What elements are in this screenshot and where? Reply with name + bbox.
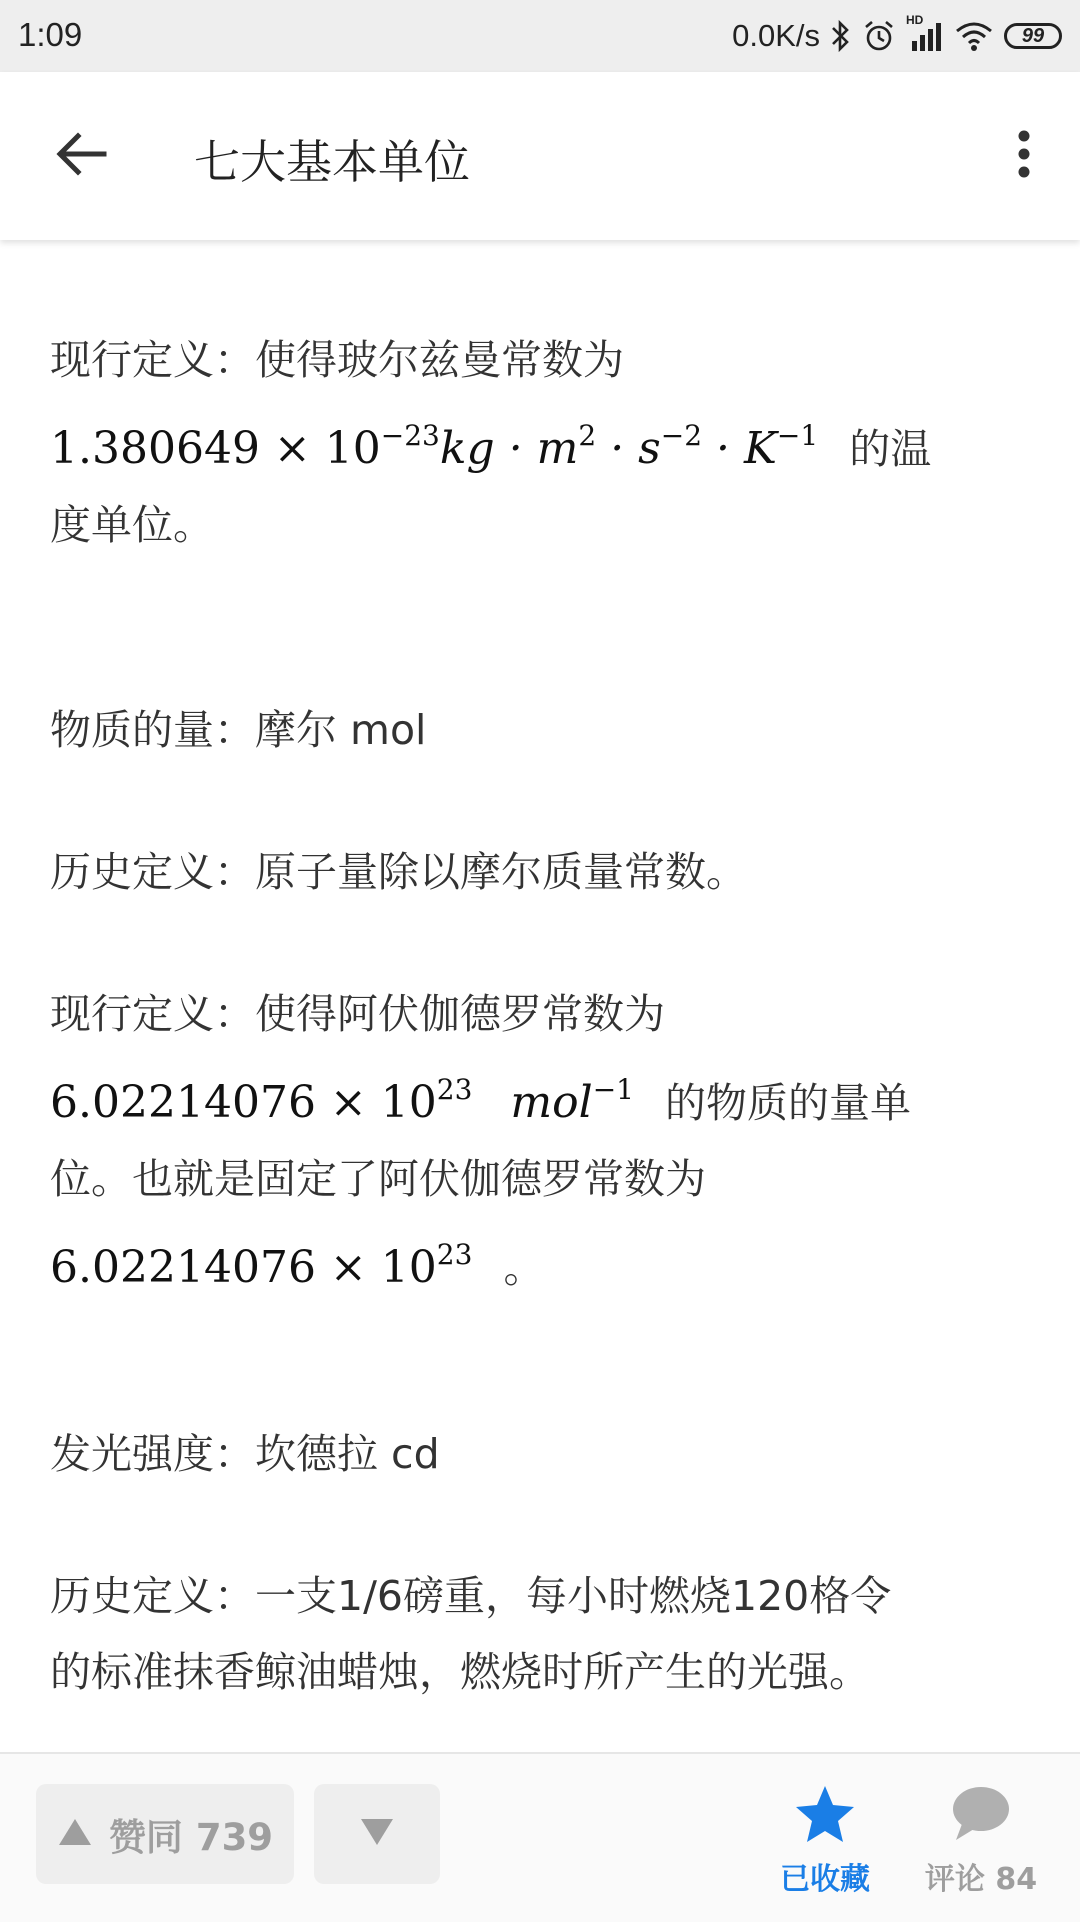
math-mantissa: 6.02214076 × 10 bbox=[50, 1242, 437, 1293]
math-exponent: −23 bbox=[380, 419, 440, 452]
math-exponent: 2 bbox=[578, 419, 597, 452]
math-units: · K bbox=[702, 423, 777, 474]
math-exponent: −1 bbox=[776, 419, 819, 452]
bottom-action-bar bbox=[0, 1752, 1080, 1922]
paragraph-mole-current-definition bbox=[50, 976, 1030, 1306]
star-icon bbox=[794, 1784, 856, 1848]
page-title: 七大基本单位 bbox=[194, 135, 470, 189]
text-segment: 的物质的量单 bbox=[665, 1079, 912, 1127]
upvote-label: 赞同 739 bbox=[108, 1816, 274, 1859]
article-content bbox=[0, 240, 1080, 1752]
math-exponent: 23 bbox=[436, 1238, 473, 1271]
paragraph-mole-historical-definition: 历史定义：原子量除以摩尔质量常数。 bbox=[50, 848, 747, 896]
math-mantissa: 6.02214076 × 10 bbox=[50, 1077, 437, 1128]
wifi-icon bbox=[954, 19, 994, 53]
math-units: mol bbox=[510, 1077, 593, 1128]
math-units: · s bbox=[596, 423, 661, 474]
text-segment: 现行定义：使得玻尔兹曼常数为 bbox=[50, 336, 624, 384]
triangle-down-icon bbox=[359, 1817, 395, 1851]
favorite-label: 已收藏 bbox=[780, 1862, 870, 1897]
text-segment: 的标准抹香鲸油蜡烛，燃烧时所产生的光强。 bbox=[50, 1648, 870, 1696]
triangle-up-icon bbox=[57, 1813, 93, 1856]
paragraph-kelvin-current-definition bbox=[50, 322, 1030, 563]
status-time: 1:09 bbox=[18, 16, 83, 53]
text-segment: 度单位。 bbox=[50, 501, 214, 549]
arrow-left-icon bbox=[56, 132, 108, 180]
math-boltzmann-constant bbox=[50, 419, 819, 474]
text-segment: 历史定义：一支1/6磅重，每小时燃烧120格令 bbox=[50, 1572, 892, 1620]
math-exponent: 23 bbox=[436, 1073, 473, 1106]
math-avogadro-constant bbox=[50, 1073, 634, 1128]
net-speed: 0.0K/s bbox=[732, 18, 820, 53]
math-exponent: −2 bbox=[660, 419, 703, 452]
text-segment: 。 bbox=[503, 1244, 545, 1292]
math-avogadro-number bbox=[50, 1238, 473, 1293]
battery-indicator: 99 bbox=[1004, 23, 1062, 49]
paragraph-candela-historical-definition bbox=[50, 1558, 1030, 1710]
back-button[interactable] bbox=[50, 124, 114, 188]
text-segment: 的温 bbox=[849, 425, 932, 473]
downvote-button[interactable] bbox=[314, 1784, 440, 1884]
signal-icon bbox=[906, 13, 944, 53]
math-units: kg · m bbox=[439, 423, 579, 474]
comment-button[interactable] bbox=[901, 1784, 1061, 1904]
paragraph-candela-heading: 发光强度：坎德拉 cd bbox=[50, 1430, 440, 1478]
network-label: HD bbox=[906, 13, 924, 27]
paragraph-mole-heading: 物质的量：摩尔 mol bbox=[50, 706, 427, 754]
text-segment: 现行定义：使得阿伏伽德罗常数为 bbox=[50, 990, 665, 1038]
upvote-button[interactable] bbox=[36, 1784, 294, 1884]
status-bar bbox=[0, 0, 1080, 72]
math-exponent: −1 bbox=[592, 1073, 634, 1106]
math-mantissa: 1.380649 × 10 bbox=[50, 423, 381, 474]
favorite-button[interactable] bbox=[745, 1784, 905, 1904]
text-segment: 位。也就是固定了阿伏伽德罗常数为 bbox=[50, 1155, 706, 1203]
app-bar bbox=[0, 72, 1080, 240]
more-options-button[interactable] bbox=[1004, 124, 1044, 188]
bluetooth-icon bbox=[830, 19, 852, 53]
status-icons bbox=[732, 14, 1062, 58]
comment-label: 评论 84 bbox=[924, 1862, 1038, 1897]
more-vertical-icon bbox=[1017, 129, 1031, 183]
comment-bubble-icon bbox=[950, 1784, 1012, 1848]
alarm-icon bbox=[862, 19, 896, 53]
